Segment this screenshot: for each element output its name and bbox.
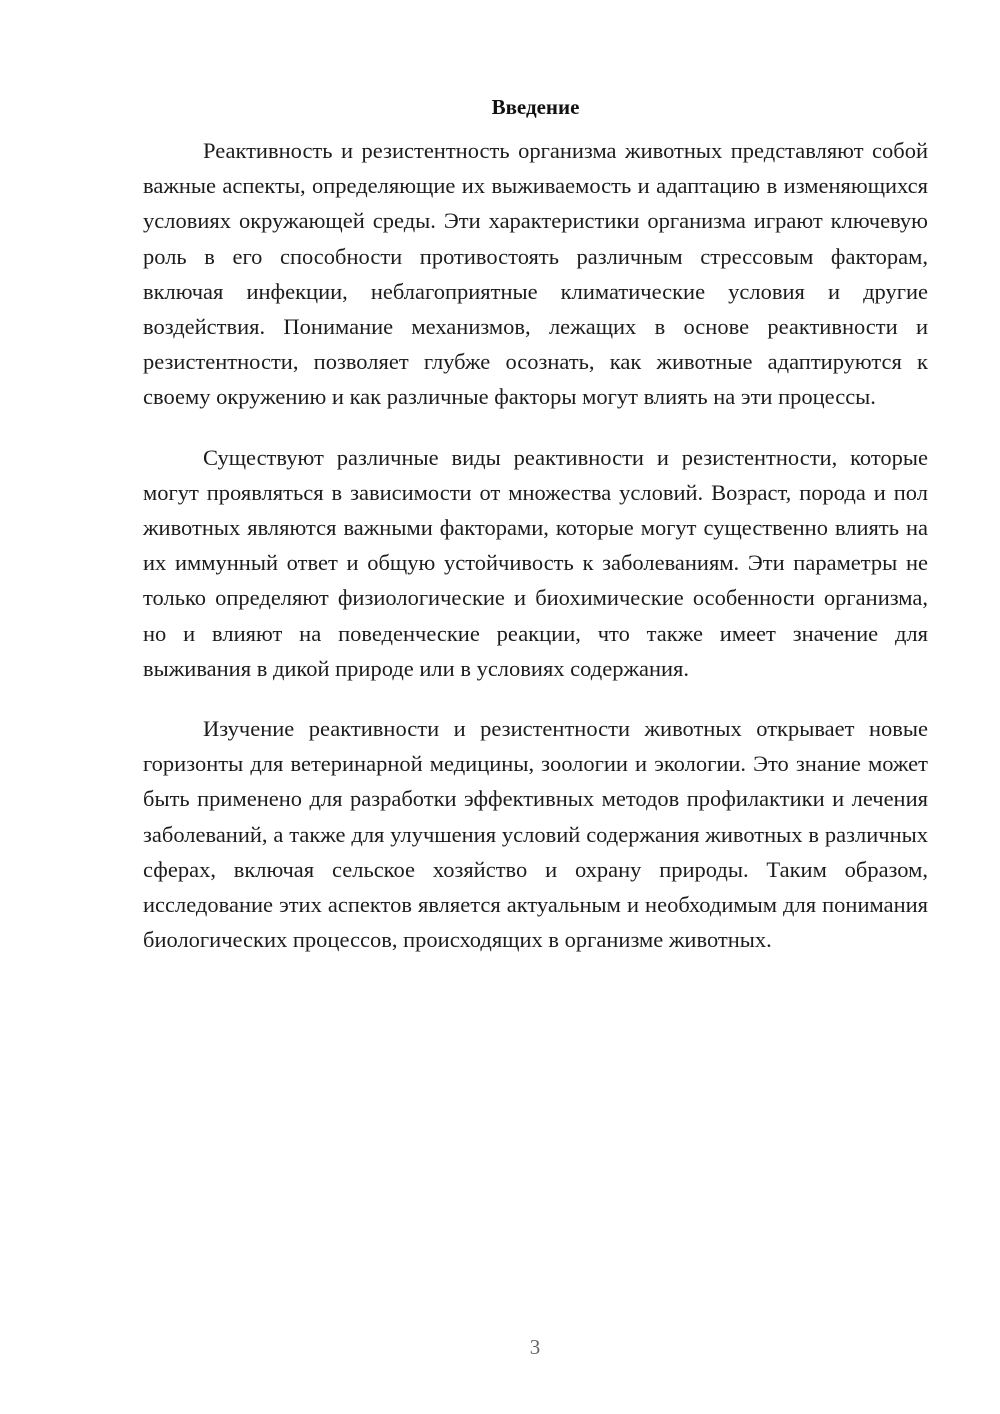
- page-content: [143, 93, 928, 982]
- paragraph-1: Реактивность и резистентность организма животных представляют собой важные аспекты, определяющие их выживаемость и адаптацию в изменяющихся условиях окружающей среды. Эти характеристики организма играют ключевую роль в его способности противостоять различным стрессовым факторам, включая инфекции, неблагоприятные климатические условия и другие воздействия. Понимание механизмов, лежащих в основе реактивности и резистентности, позволяет глубже осознать, как животные адаптируются к своему окружению и как различные факторы могут влиять на эти процессы.: [143, 138, 928, 410]
- paragraph-3: Изучение реактивности и резистентности животных открывает новые горизонты для ветеринарной медицины, зоологии и экологии. Это знание может быть применено для разработки эффективных методов профилактики и лечения заболеваний, а также для улучшения условий содержания животных в различных сферах, включая сельское хозяйство и охрану природы. Таким образом, исследование этих аспектов является актуальным и необходимым для понимания биологических процессов, происходящих в организме животных.: [143, 716, 928, 953]
- paragraph-2: Существуют различные виды реактивности и резистентности, которые могут проявляться в зависимости от множества условий. Возраст, порода и пол животных являются важными факторами, которые могут существенно влиять на их иммунный ответ и общую устойчивость к заболеваниям. Эти параметры не только определяют физиологические и биохимические особенности организма, но и влияют на поведенческие реакции, что также имеет значение для выживания в дикой природе или в условиях содержания.: [143, 444, 928, 681]
- section-title: Введение: [491, 95, 580, 119]
- page-number: 3: [529, 1335, 541, 1359]
